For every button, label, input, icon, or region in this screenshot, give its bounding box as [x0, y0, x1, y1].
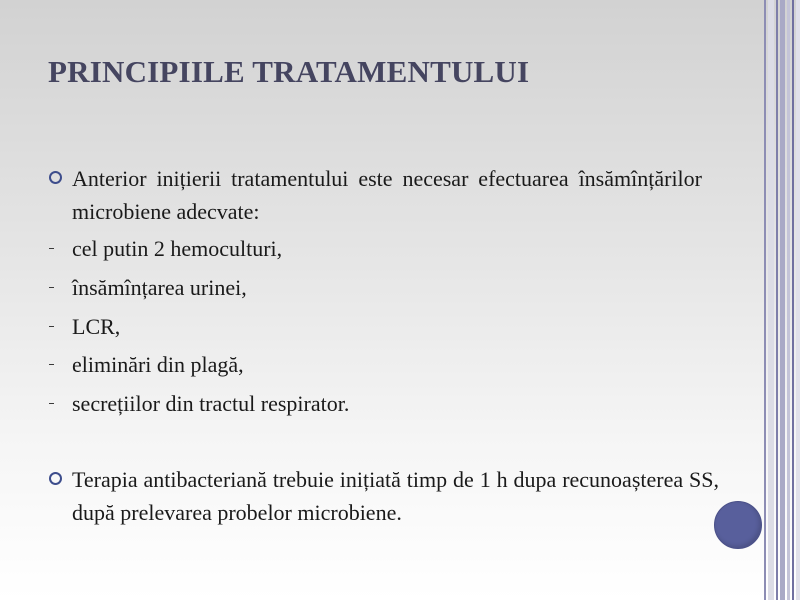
bullet-text-1: Anterior inițierii tratamentului este necesar efectuarea însămînțărilor microbiene adecvate:: [72, 166, 702, 224]
list-item: LCR,: [72, 314, 121, 339]
circle-nav-button[interactable]: [714, 501, 762, 549]
decorative-stripe: [796, 0, 800, 600]
dash-bullet-icon: [49, 248, 54, 249]
decorative-stripe: [780, 0, 785, 600]
bullet-text-2: Terapia antibacteriană trebuie inițiată timp de 1 h dupa recunoașterea SS, după prelevarea probelor microbiene.: [72, 467, 719, 525]
decorative-stripe: [764, 0, 766, 600]
slide-title: PRINCIPIILE TRATAMENTULUI: [48, 54, 530, 89]
decorative-stripe: [776, 0, 778, 600]
dash-bullet-icon: [49, 326, 54, 327]
decorative-stripe: [787, 0, 790, 600]
list-item: cel putin 2 hemoculturi,: [72, 236, 283, 261]
list-item: eliminări din plagă,: [72, 352, 244, 377]
dash-bullet-icon: [49, 364, 54, 365]
dash-bullet-icon: [49, 403, 54, 404]
decorative-stripe: [792, 0, 794, 600]
dash-bullet-icon: [49, 287, 54, 288]
list-item: însămînțarea urinei,: [72, 275, 247, 300]
ring-bullet-icon: [49, 171, 62, 184]
ring-bullet-icon: [49, 472, 62, 485]
list-item: secrețiilor din tractul respirator.: [72, 391, 350, 416]
decorative-stripe: [768, 0, 774, 600]
